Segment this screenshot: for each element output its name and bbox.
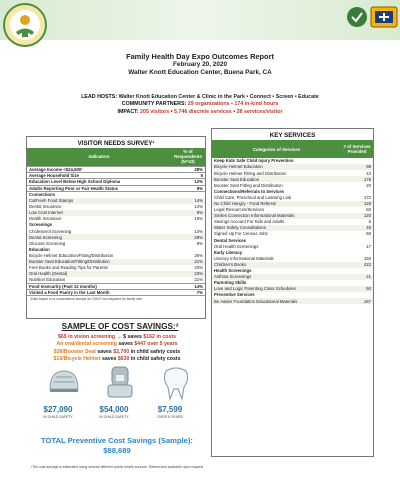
survey-value: 9% [171, 185, 205, 191]
service-label: Preventive Services [214, 292, 255, 298]
service-label: Bicycle Helmet Education [212, 164, 341, 170]
survey-value: 19% [194, 216, 203, 222]
service-label: Literacy Informational Materials [214, 255, 274, 261]
health-logo-icon [370, 6, 398, 28]
services-col-count: # of Services Provided [341, 140, 373, 158]
survey-value: 21% [194, 277, 203, 283]
survey-label: Average Income <$24,600² [27, 166, 171, 172]
savings-booster-b: saves [95, 348, 114, 355]
total-savings-label: TOTAL Preventive Cost Savings (Sample): [41, 436, 193, 445]
service-value: 17 [366, 243, 371, 249]
savings-vision-a: $65 in vision screening [58, 334, 116, 340]
service-label: Asthma Screenings [212, 274, 341, 280]
survey-label: Glucose Screening [29, 240, 66, 246]
survey-label: Booster Seat Education/Fitting/Distribution [27, 259, 171, 265]
amount-dental: $7,599 [157, 405, 183, 414]
summary-info [20, 94, 380, 116]
survey-label: Low Cost Internet [27, 210, 171, 216]
key-services-table [212, 140, 373, 304]
caloptima-logo-icon [346, 6, 368, 28]
service-label: Dental Services [214, 237, 247, 243]
savings-line-dental [24, 341, 210, 348]
savings-booster-d: in child safety costs [129, 348, 181, 355]
savings-helmet-b: saves [100, 355, 118, 362]
survey-value: 14% [194, 228, 203, 234]
service-label: No Child Hungry - Food Referral [212, 201, 341, 207]
service-label: Legal Resources/Services [214, 207, 264, 213]
service-label: Keep Kids Safe Child Injury Prevention [214, 158, 294, 164]
service-value: 60 [366, 207, 371, 213]
service-value: 120 [341, 213, 373, 219]
impact-services: 5,746 discrete services [174, 108, 232, 115]
booster-seat-icon [102, 363, 138, 403]
survey-label: Bicycle Helmet Education/Fitting/Distribution [29, 252, 114, 258]
bicycle-helmet-icon [46, 363, 82, 403]
survey-value: 12% [171, 179, 205, 185]
survey-footnote: ¹Data based on a convenience sample as CiHc/T.hoc adjusted for family size. [30, 297, 143, 302]
survey-label: Connections [29, 192, 56, 198]
survey-value: 14% [171, 198, 205, 204]
service-label: Smiles Connection Informational Materials [212, 213, 341, 219]
clinic-logo-icon [2, 1, 48, 51]
key-services-title: KEY SERVICES [269, 132, 316, 139]
partners-label: COMMUNITY PARTNERS: [121, 101, 187, 108]
report-header [40, 52, 360, 77]
savings-helmet-c: $630 [117, 355, 130, 362]
tooth-icon [158, 363, 194, 403]
survey-value: 5 [171, 172, 205, 178]
savings-dental-a: An oral/dental screening [56, 341, 117, 348]
service-value: 50 [341, 286, 373, 292]
amount-helmet-label: IN CHILD SAFETY [43, 415, 73, 419]
impact-per-visitor: 28 services/visitor [236, 108, 283, 115]
survey-value: 14% [171, 283, 205, 289]
survey-col-indicator: Indicators [27, 148, 171, 166]
service-label: Child Care, Preschool and Learning Link [214, 194, 292, 200]
service-label: Water Safety Consultations [212, 225, 341, 231]
savings-booster-c: $2,700 [113, 348, 130, 355]
survey-value: 9% [171, 210, 205, 216]
service-value: 422 [341, 262, 373, 268]
survey-label: Education [29, 246, 50, 252]
header-band [0, 0, 400, 40]
survey-table [27, 148, 205, 296]
survey-label: Dental Screening [27, 234, 171, 240]
survey-label: Oral Health (Dental) [27, 271, 171, 277]
survey-label: Education Level Below High School Diploma [27, 179, 171, 185]
savings-line-vision [24, 334, 210, 341]
survey-label: Free Books and Reading Tips for Parents [29, 265, 108, 271]
total-savings [24, 436, 210, 456]
service-label: Health Screenings [214, 268, 252, 274]
partners-line [20, 101, 380, 108]
service-label: Connections/Referrals to Services [214, 188, 284, 194]
service-label: Booster Seat Education [212, 176, 341, 182]
savings-vision-c: $162 in costs [143, 334, 176, 340]
survey-col-pct: % of Respondents (N=43) [171, 148, 205, 166]
service-value: 88 [341, 164, 373, 170]
survey-label: Screenings [29, 222, 53, 228]
survey-value: 26% [194, 252, 203, 258]
service-value: 50 [366, 231, 371, 237]
report-location: Walter Knott Education Center, Buena Park, CA [128, 69, 272, 76]
survey-label: Food Insecurity (Past 12 months) [27, 283, 171, 289]
savings-line-booster [24, 349, 210, 356]
service-value: 21 [341, 274, 373, 280]
survey-row [27, 289, 205, 295]
key-services-panel [211, 128, 374, 457]
service-label: Parenting Skills [214, 280, 247, 286]
survey-value: 7% [171, 289, 205, 295]
survey-label: CalFresh Food Stamps [27, 198, 171, 204]
service-label: Children's Books [212, 262, 341, 268]
survey-label: Nutrition Education [29, 277, 66, 283]
amount-helmet: $27,090 [43, 405, 73, 414]
savings-dental-b: saves [116, 341, 135, 348]
report-date: February 20, 2020 [173, 61, 227, 68]
impact-visitors: 205 visitors [140, 108, 170, 115]
service-value: 45 [341, 225, 373, 231]
impact-line: IMPACT: 205 visitors • 5,746 discrete services • 28 services/visitor [117, 108, 283, 115]
service-value: 43 [366, 170, 371, 176]
service-value: 178 [341, 176, 373, 182]
survey-value: 33% [194, 265, 203, 271]
lead-hosts-label: LEAD HOSTS: [81, 94, 118, 100]
cost-savings-title: SAMPLE OF COST SAVINGS:³ [61, 322, 179, 331]
survey-label: Health Insurance [29, 216, 62, 222]
service-value: 6 [368, 219, 371, 225]
survey-title: VISITOR NEEDS SURVEY¹ [77, 140, 155, 147]
service-label: Bicycle Helmet Fitting and Distribution [214, 170, 287, 176]
total-savings-value: $88,689 [103, 446, 131, 455]
amount-dental-label: OVER 5 YEARS [157, 415, 183, 419]
lead-hosts-line [20, 94, 380, 101]
service-value: 150 [363, 255, 371, 261]
amount-booster-label: IN CHILD SAFETY [99, 415, 129, 419]
service-row [212, 298, 373, 304]
survey-value: 21% [171, 259, 205, 265]
savings-vision-b: → $ saves [115, 334, 144, 340]
survey-value: 23% [171, 271, 205, 277]
savings-booster-a: $38/Booster Seat [53, 348, 96, 355]
savings-helmet-a: $16/Bicycle Helmet [53, 355, 101, 362]
amount-booster: $54,000 [99, 405, 129, 414]
service-label: Love and Logic Parenting Class Schedules [212, 286, 341, 292]
survey-label: Visited a Food Pantry in the Last Month [27, 289, 171, 295]
lead-hosts-value: Walter Knott Education Center & Clinic in the Park • Connect • Screen • Educate [118, 94, 319, 100]
partners-value: 29 organizations • 174 in-kind hours [187, 101, 279, 108]
service-label: Early Literacy [214, 249, 243, 255]
survey-value: 28% [171, 166, 205, 172]
service-label: Signed Up For Census Jobs [214, 231, 268, 237]
visitor-needs-survey-panel [26, 136, 206, 319]
survey-label: Dental Insurance [29, 204, 62, 210]
report-title: Family Health Day Expo Outcomes Report [126, 52, 274, 61]
survey-value: 28% [171, 234, 205, 240]
survey-label: Average Household Size [27, 172, 171, 178]
service-label: Savings Account For Kids and Adults [214, 219, 285, 225]
survey-label: Adults Reporting Poor or Fair Health Status [27, 185, 171, 191]
service-label: Oral Health Screenings [214, 243, 259, 249]
services-col-category: Categories of Services [212, 140, 341, 158]
savings-dental-c: $447 over 5 years [134, 341, 178, 348]
service-value: 157 [341, 298, 373, 304]
service-label: Be Aware Foundation Educational Materials [212, 298, 341, 304]
survey-value: 9% [196, 240, 203, 246]
impact-label: IMPACT: [117, 108, 139, 115]
survey-label: Cholesterol Screening [29, 228, 72, 234]
savings-footnote: ³The cost savings is estimated using several different public health sources. References available upon request [30, 465, 204, 469]
survey-value: 14% [194, 204, 203, 210]
service-value: 20 [366, 182, 371, 188]
service-label: Booster Seat Fitting and Distribution [214, 182, 283, 188]
savings-helmet-d: in child safety costs [129, 355, 181, 362]
service-value: 172 [363, 194, 371, 200]
cost-savings-lines [24, 334, 210, 363]
service-value: 128 [341, 201, 373, 207]
